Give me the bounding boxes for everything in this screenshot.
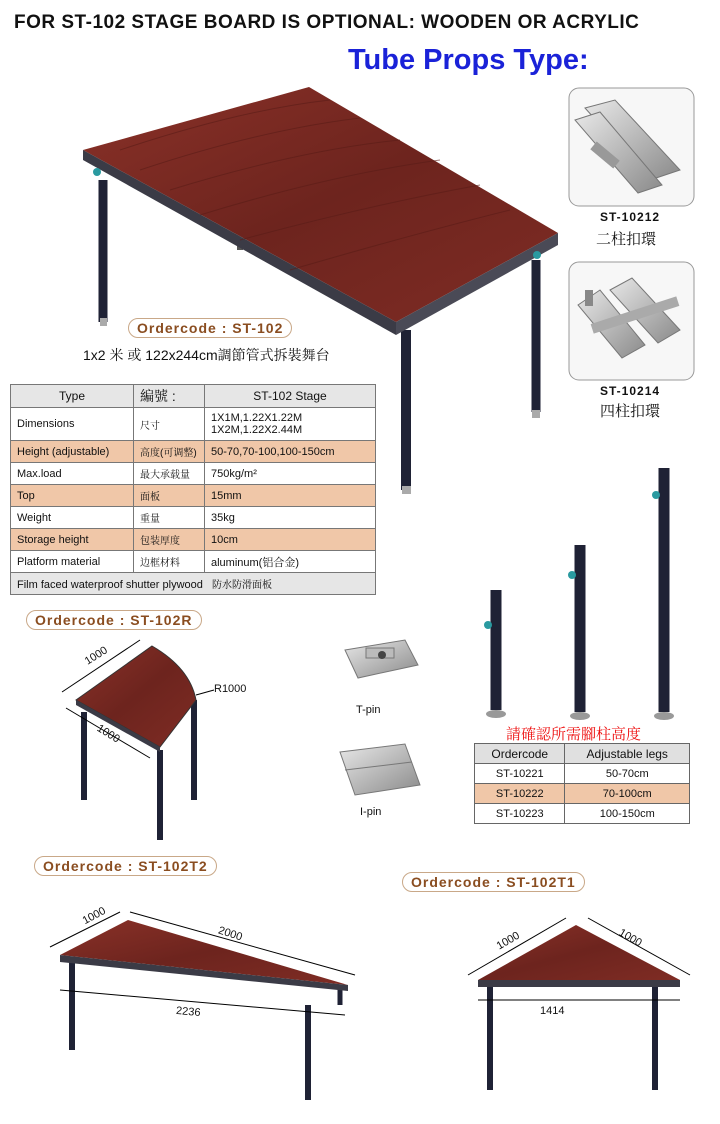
spec-value: 750kg/m² <box>205 463 376 485</box>
spec-value: 50-70,70-100,100-150cm <box>205 441 376 463</box>
spec-row <box>11 529 376 551</box>
quarter-radius: R1000 <box>214 683 247 695</box>
spec-label: Dimensions <box>11 408 134 441</box>
prop-1-code: ST-10212 <box>600 210 661 224</box>
spec-header-row <box>11 385 376 408</box>
legs-header-row <box>475 744 690 764</box>
t1-dim-1: 1000 <box>494 929 522 953</box>
st-102-ordercode-badge: Ordercode : ST-102 <box>128 318 292 338</box>
spec-label-zh: 最大承载量 <box>134 463 205 485</box>
spec-footer <box>11 573 376 595</box>
prop-2-name: 四柱扣環 <box>600 403 661 420</box>
spec-value-line: 1X1M,1.22X1.22M <box>211 412 303 424</box>
spec-row <box>11 485 376 507</box>
subheader: Tube Props Type: <box>348 44 589 76</box>
st-102-caption: 1x2 米 或 122x244cm調節管式拆裝舞台 <box>83 347 330 363</box>
spec-label: Storage height <box>11 529 134 551</box>
t-pin-illustration <box>345 640 418 678</box>
quarter-stage-illustration <box>62 640 214 840</box>
quarter-dim-1: 1000 <box>82 644 110 668</box>
spec-table <box>10 384 376 595</box>
t1-dim-2: 1000 <box>616 926 644 950</box>
adjustable-legs-illustration <box>484 468 674 720</box>
spec-label: Weight <box>11 507 134 529</box>
t2-dim-2: 2000 <box>216 924 244 944</box>
page-header: FOR ST-102 STAGE BOARD IS OPTIONAL: WOODEN OR ACRYLIC <box>14 12 640 33</box>
t2-dim-1: 1000 <box>80 904 108 928</box>
i-pin-label: I-pin <box>360 806 382 818</box>
spec-row <box>11 463 376 485</box>
spec-label-zh: 边框材料 <box>134 551 205 573</box>
spec-label-zh: 重量 <box>134 507 205 529</box>
spec-label-zh: 高度(可调整) <box>134 441 205 463</box>
spec-row <box>11 551 376 573</box>
spec-row <box>11 408 376 441</box>
legs-code: ST-10221 <box>475 764 565 784</box>
legs-code: ST-10223 <box>475 804 565 824</box>
legs-range: 100-150cm <box>565 804 690 824</box>
spec-label: Platform material <box>11 551 134 573</box>
prop-2-code: ST-10214 <box>600 384 661 398</box>
t-pin-label: T-pin <box>356 704 381 716</box>
st-102t2-ordercode-badge: Ordercode : ST-102T2 <box>34 856 217 876</box>
st-102t1-ordercode-badge: Ordercode : ST-102T1 <box>402 872 585 892</box>
spec-label: Max.load <box>11 463 134 485</box>
spec-header-code: 編號 : <box>134 385 205 408</box>
spec-footer-zh: 防水防滑面板 <box>212 580 273 591</box>
legs-row <box>475 784 690 804</box>
spec-label-zh: 包装厚度 <box>134 529 205 551</box>
legs-note: 請確認所需腳柱高度 <box>506 726 642 743</box>
spec-value: aluminum(铝合金) <box>205 551 376 573</box>
legs-range: 70-100cm <box>565 784 690 804</box>
st-102r-ordercode-badge: Ordercode : ST-102R <box>26 610 202 630</box>
spec-label: Height (adjustable) <box>11 441 134 463</box>
legs-range: 50-70cm <box>565 764 690 784</box>
spec-header-type: Type <box>11 385 134 408</box>
prop-1-name: 二柱扣環 <box>596 231 657 248</box>
legs-header: Adjustable legs <box>565 744 690 764</box>
spec-value: 10cm <box>205 529 376 551</box>
spec-value: 15mm <box>205 485 376 507</box>
t2-stage-illustration <box>50 912 355 1100</box>
legs-row <box>475 804 690 824</box>
i-pin-illustration <box>340 744 420 795</box>
spec-footer-row <box>11 573 376 595</box>
spec-row <box>11 441 376 463</box>
spec-label-zh: 面板 <box>134 485 205 507</box>
spec-value: 35kg <box>205 507 376 529</box>
t2-dim-3: 2236 <box>175 1004 201 1020</box>
spec-label-zh: 尺寸 <box>134 408 205 441</box>
spec-header-model: ST-102 Stage <box>205 385 376 408</box>
legs-header: Ordercode <box>475 744 565 764</box>
spec-value-line: 1X2M,1.22X2.44M <box>211 424 303 436</box>
spec-label: Top <box>11 485 134 507</box>
legs-code: ST-10222 <box>475 784 565 804</box>
spec-footer-en: Film faced waterproof shutter plywood <box>17 579 203 591</box>
t1-dim-3: 1414 <box>540 1005 565 1017</box>
quarter-dim-2: 1000 <box>94 722 122 746</box>
legs-row <box>475 764 690 784</box>
legs-table <box>474 743 690 824</box>
spec-value <box>205 408 376 441</box>
spec-row <box>11 507 376 529</box>
